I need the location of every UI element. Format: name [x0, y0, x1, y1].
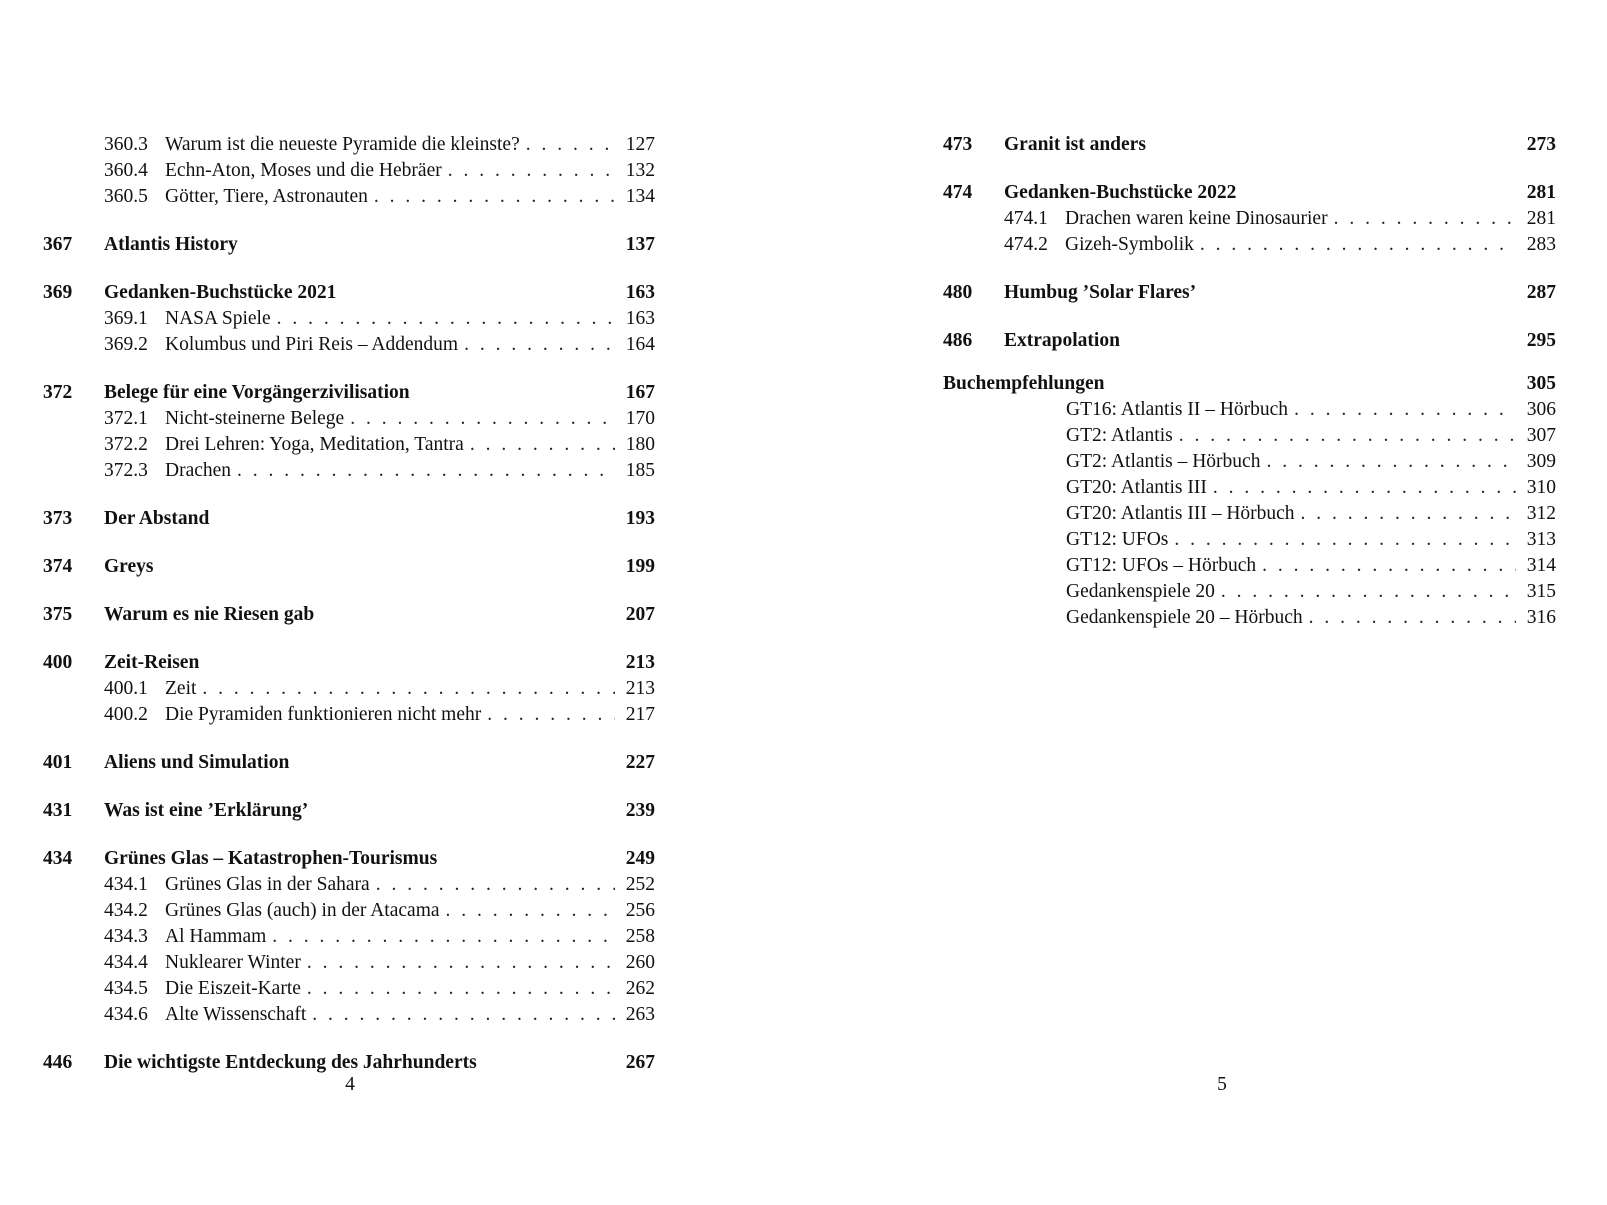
- entry-line: [1066, 397, 1556, 423]
- toc-list: [943, 132, 1556, 631]
- section-title: Drachen: [165, 458, 237, 484]
- toc-chapter: [43, 846, 655, 872]
- section-page: 310: [1526, 477, 1556, 498]
- section-page: 315: [1526, 581, 1556, 602]
- chapter-page: 227: [625, 752, 655, 773]
- chapter-title: Atlantis History: [104, 234, 238, 255]
- toc-chapter: [43, 232, 655, 258]
- toc-section: [43, 406, 655, 432]
- toc-chapter: [43, 380, 655, 406]
- dot-leader: [1294, 397, 1516, 423]
- section-page: 213: [625, 678, 655, 699]
- section-page: 307: [1526, 425, 1556, 446]
- chapter-number: 480: [943, 282, 973, 303]
- toc-book-entry: [943, 449, 1556, 475]
- chapter-number: 434: [43, 848, 73, 869]
- section-number: 434.1: [104, 874, 148, 895]
- toc-chapter: [43, 280, 655, 306]
- toc-chapter: [43, 650, 655, 676]
- toc-book-entry: [943, 423, 1556, 449]
- section-title: GT20: Atlantis III – Hörbuch: [1066, 501, 1301, 527]
- section-page: 258: [625, 926, 655, 947]
- toc-chapter: [43, 602, 655, 628]
- section-title: Grünes Glas (auch) in der Atacama: [165, 898, 446, 924]
- toc-book-entry: [943, 397, 1556, 423]
- section-title: Grünes Glas in der Sahara: [165, 872, 376, 898]
- section-title: Echn-Aton, Moses und die Hebräer: [165, 158, 448, 184]
- toc-chapter: [43, 1050, 655, 1076]
- toc-section: [43, 432, 655, 458]
- chapter-page: 167: [625, 382, 655, 403]
- chapter-number: 474: [943, 182, 973, 203]
- entry-line: [165, 158, 655, 184]
- toc-section: [43, 184, 655, 210]
- toc-section: [43, 306, 655, 332]
- dot-leader: [272, 924, 615, 950]
- section-title: Drachen waren keine Dinosaurier: [1065, 206, 1334, 232]
- entry-line: [165, 432, 655, 458]
- toc-section: [43, 976, 655, 1002]
- dot-leader: [464, 332, 615, 358]
- entry-line: [165, 924, 655, 950]
- dot-leader: [1221, 579, 1516, 605]
- toc-chapter: [43, 506, 655, 532]
- section-number: 434.5: [104, 978, 148, 999]
- section-page: 262: [625, 978, 655, 999]
- dot-leader: [1174, 527, 1516, 553]
- page-number: 5: [1217, 1074, 1227, 1095]
- section-number: 400.2: [104, 704, 148, 725]
- dot-leader: [374, 184, 615, 210]
- entry-line: [1066, 605, 1556, 631]
- section-title: Zeit: [165, 676, 202, 702]
- left-page: [0, 0, 803, 1205]
- section-number: 372.2: [104, 434, 148, 455]
- toc-section: [43, 158, 655, 184]
- toc-section: [943, 232, 1556, 258]
- chapter-title: Die wichtigste Entdeckung des Jahrhunderts: [104, 1052, 477, 1073]
- section-page: 163: [625, 308, 655, 329]
- toc-section: [43, 872, 655, 898]
- entry-line: [165, 702, 655, 728]
- toc-chapter: [943, 280, 1556, 306]
- entry-line: [165, 676, 655, 702]
- section-title: Drei Lehren: Yoga, Meditation, Tantra: [165, 432, 470, 458]
- entry-line: [1066, 475, 1556, 501]
- section-title: GT2: Atlantis – Hörbuch: [1066, 449, 1266, 475]
- section-number: 360.5: [104, 186, 148, 207]
- section-page: 313: [1526, 529, 1556, 550]
- section-page: 217: [625, 704, 655, 725]
- section-number: 360.4: [104, 160, 148, 181]
- section-title: Die Pyramiden funktionieren nicht mehr: [165, 702, 487, 728]
- chapter-title: Buchempfehlungen: [943, 373, 1105, 394]
- entry-line: [165, 1002, 655, 1028]
- entry-line: [165, 458, 655, 484]
- chapter-number: 401: [43, 752, 73, 773]
- toc-book-entry: [943, 605, 1556, 631]
- toc-book-entry: [943, 527, 1556, 553]
- dot-leader: [1266, 449, 1516, 475]
- section-number: 372.3: [104, 460, 148, 481]
- chapter-number: 375: [43, 604, 73, 625]
- toc-section: [43, 924, 655, 950]
- chapter-number: 373: [43, 508, 73, 529]
- section-page: 314: [1526, 555, 1556, 576]
- dot-leader: [487, 702, 615, 728]
- chapter-number: 486: [943, 330, 973, 351]
- section-number: 369.1: [104, 308, 148, 329]
- chapter-page: 163: [625, 282, 655, 303]
- entry-line: [165, 976, 655, 1002]
- chapter-page: 207: [625, 604, 655, 625]
- dot-leader: [448, 158, 615, 184]
- entry-line: [165, 872, 655, 898]
- section-page: 170: [625, 408, 655, 429]
- chapter-number: 400: [43, 652, 73, 673]
- chapter-number: 372: [43, 382, 73, 403]
- entry-line: [165, 950, 655, 976]
- chapter-page: 305: [1526, 373, 1556, 394]
- section-page: 252: [625, 874, 655, 895]
- dot-leader: [470, 432, 615, 458]
- entry-line: [1066, 423, 1556, 449]
- section-title: Warum ist die neueste Pyramide die kleinste?: [165, 132, 526, 158]
- section-number: 400.1: [104, 678, 148, 699]
- toc-book-entry: [943, 553, 1556, 579]
- section-title: GT12: UFOs: [1066, 527, 1174, 553]
- toc-section: [43, 702, 655, 728]
- section-title: GT2: Atlantis: [1066, 423, 1179, 449]
- section-page: 180: [625, 434, 655, 455]
- entry-line: [1066, 449, 1556, 475]
- chapter-title: Aliens und Simulation: [104, 752, 290, 773]
- toc-chapter: [943, 180, 1556, 206]
- toc-list: [43, 132, 655, 1076]
- chapter-title: Grünes Glas – Katastrophen-Tourismus: [104, 848, 438, 869]
- section-page: 263: [625, 1004, 655, 1025]
- section-page: 309: [1526, 451, 1556, 472]
- dot-leader: [312, 1002, 615, 1028]
- chapter-number: 374: [43, 556, 73, 577]
- chapter-title: Granit ist anders: [1004, 134, 1146, 155]
- section-title: Nuklearer Winter: [165, 950, 307, 976]
- section-number: 372.1: [104, 408, 148, 429]
- chapter-page: 199: [625, 556, 655, 577]
- section-page: 256: [625, 900, 655, 921]
- toc-chapter: [943, 328, 1556, 354]
- section-page: 283: [1526, 234, 1556, 255]
- chapter-number: 446: [43, 1052, 73, 1073]
- toc-chapter: [43, 750, 655, 776]
- chapter-page: 213: [625, 652, 655, 673]
- entry-line: [1065, 232, 1556, 258]
- toc-book-entry: [943, 579, 1556, 605]
- chapter-page: 273: [1526, 134, 1556, 155]
- chapter-title: Zeit-Reisen: [104, 652, 200, 673]
- chapter-number: 473: [943, 134, 973, 155]
- chapter-page: 249: [625, 848, 655, 869]
- section-page: 306: [1526, 399, 1556, 420]
- section-number: 434.6: [104, 1004, 148, 1025]
- toc-section: [43, 676, 655, 702]
- entry-line: [165, 132, 655, 158]
- section-page: 134: [625, 186, 655, 207]
- chapter-page: 239: [625, 800, 655, 821]
- entry-line: [165, 406, 655, 432]
- toc-section: [43, 332, 655, 358]
- section-page: 132: [625, 160, 655, 181]
- dot-leader: [202, 676, 615, 702]
- chapter-number: 369: [43, 282, 73, 303]
- dot-leader: [1179, 423, 1516, 449]
- chapter-page: 287: [1526, 282, 1556, 303]
- section-number: 434.2: [104, 900, 148, 921]
- chapter-page: 281: [1526, 182, 1556, 203]
- chapter-title: Humbug ’Solar Flares’: [1004, 282, 1197, 303]
- section-title: Nicht-steinerne Belege: [165, 406, 350, 432]
- section-number: 434.3: [104, 926, 148, 947]
- toc-chapter: [943, 132, 1556, 158]
- section-page: 281: [1526, 208, 1556, 229]
- toc-book-entry: [943, 475, 1556, 501]
- chapter-title: Der Abstand: [104, 508, 210, 529]
- dot-leader: [1262, 553, 1516, 579]
- chapter-page: 295: [1526, 330, 1556, 351]
- section-number: 434.4: [104, 952, 148, 973]
- chapter-page: 267: [625, 1052, 655, 1073]
- chapter-number: 367: [43, 234, 73, 255]
- toc-section: [943, 206, 1556, 232]
- section-page: 312: [1526, 503, 1556, 524]
- dot-leader: [376, 872, 615, 898]
- section-page: 127: [625, 134, 655, 155]
- section-title: GT12: UFOs – Hörbuch: [1066, 553, 1262, 579]
- chapter-title: Extrapolation: [1004, 330, 1120, 351]
- dot-leader: [1213, 475, 1516, 501]
- dot-leader: [1200, 232, 1516, 258]
- section-title: GT20: Atlantis III: [1066, 475, 1213, 501]
- section-title: Götter, Tiere, Astronauten: [165, 184, 374, 210]
- chapter-title: Gedanken-Buchstücke 2021: [104, 282, 337, 303]
- section-number: 360.3: [104, 134, 148, 155]
- toc-section: [43, 898, 655, 924]
- dot-leader: [350, 406, 615, 432]
- chapter-title: Gedanken-Buchstücke 2022: [1004, 182, 1237, 203]
- entry-line: [1065, 206, 1556, 232]
- section-title: NASA Spiele: [165, 306, 277, 332]
- section-page: 316: [1526, 607, 1556, 628]
- chapter-page: 137: [625, 234, 655, 255]
- right-page: [803, 0, 1607, 1205]
- page-number: 4: [345, 1074, 355, 1095]
- dot-leader: [526, 132, 615, 158]
- section-title: Al Hammam: [165, 924, 272, 950]
- section-number: 474.2: [1004, 234, 1048, 255]
- dot-leader: [1301, 501, 1516, 527]
- dot-leader: [277, 306, 615, 332]
- chapter-page: 193: [625, 508, 655, 529]
- dot-leader: [307, 950, 615, 976]
- toc-book-entry: [943, 501, 1556, 527]
- chapter-number: 431: [43, 800, 73, 821]
- section-title: Die Eiszeit-Karte: [165, 976, 307, 1002]
- section-page: 185: [625, 460, 655, 481]
- section-title: Gedankenspiele 20 – Hörbuch: [1066, 605, 1309, 631]
- entry-line: [1066, 501, 1556, 527]
- section-title: Kolumbus und Piri Reis – Addendum: [165, 332, 464, 358]
- section-page: 260: [625, 952, 655, 973]
- entry-line: [1066, 553, 1556, 579]
- toc-section: [43, 458, 655, 484]
- dot-leader: [446, 898, 615, 924]
- toc-heading: [943, 371, 1556, 397]
- section-page: 164: [625, 334, 655, 355]
- dot-leader: [237, 458, 615, 484]
- toc-chapter: [43, 798, 655, 824]
- section-title: GT16: Atlantis II – Hörbuch: [1066, 397, 1294, 423]
- entry-line: [165, 332, 655, 358]
- entry-line: [165, 184, 655, 210]
- toc-section: [43, 1002, 655, 1028]
- section-number: 369.2: [104, 334, 148, 355]
- toc-section: [43, 950, 655, 976]
- dot-leader: [307, 976, 615, 1002]
- chapter-title: Warum es nie Riesen gab: [104, 604, 315, 625]
- section-title: Gedankenspiele 20: [1066, 579, 1221, 605]
- entry-line: [1066, 527, 1556, 553]
- toc-section: [43, 132, 655, 158]
- chapter-title: Belege für eine Vorgängerzivilisation: [104, 382, 410, 403]
- entry-line: [165, 898, 655, 924]
- chapter-title: Greys: [104, 556, 154, 577]
- dot-leader: [1334, 206, 1516, 232]
- dot-leader: [1309, 605, 1516, 631]
- section-title: Gizeh-Symbolik: [1065, 232, 1200, 258]
- section-title: Alte Wissenschaft: [165, 1002, 312, 1028]
- chapter-title: Was ist eine ’Erklärung’: [104, 800, 309, 821]
- entry-line: [1066, 579, 1556, 605]
- toc-chapter: [43, 554, 655, 580]
- section-number: 474.1: [1004, 208, 1048, 229]
- entry-line: [165, 306, 655, 332]
